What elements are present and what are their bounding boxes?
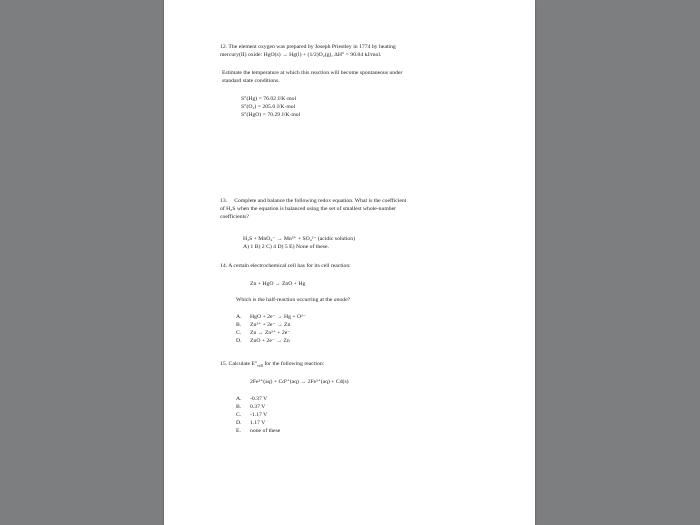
q13-choices: A) 1 B) 2 C) 4 D) 5 E) None of these. — [243, 244, 329, 250]
option-letter: A. — [236, 396, 242, 402]
option-letter: D. — [236, 338, 242, 344]
q13-line1 — [220, 198, 406, 205]
document-page — [164, 0, 535, 525]
q12-prompt1: Estimate the temperature at which this reaction will become spontaneous under — [222, 70, 403, 76]
q15-option — [236, 420, 265, 427]
q15-option — [236, 412, 267, 419]
q14-question-emphasis: anode — [333, 297, 348, 303]
option-letter: C. — [236, 330, 242, 336]
option-letter: B. — [236, 404, 242, 410]
q15-reaction: 2Fe²⁺(aq) + Cd²⁺(aq) → 2Fe³⁺(aq) + Cd(s) — [250, 379, 349, 385]
q12-line2: mercury(II) oxide: HgO(s) → Hg(l) + (1/2)O₂(g), ΔH° = 90.84 kJ/mol. — [220, 52, 382, 58]
q15-stem-subscript: cell — [257, 363, 263, 369]
q14-question-end: ? — [347, 297, 351, 303]
q14-question-start: Which is the half-reaction occurring at the — [236, 297, 334, 303]
q14-option — [236, 322, 290, 329]
option-text: ZnO + 2e⁻ → Zn — [250, 338, 290, 344]
option-text: Zn²⁺ + 2e⁻ → Zn — [250, 322, 291, 328]
q13-number: 13. — [220, 198, 228, 204]
q14-question — [236, 297, 350, 304]
q13-equation: H₂S + MnO₄⁻ → Mn²⁺ + SO₄²⁻ (acidic solution) — [243, 236, 355, 242]
option-text: HgO + 2e⁻ → Hg + O²⁻ — [250, 314, 306, 320]
option-letter: A. — [236, 314, 242, 320]
q14-option — [236, 330, 290, 337]
option-letter: D. — [236, 420, 242, 426]
q12-entropy-o2: S°(O₂) = 205.0 J/K·mol — [241, 104, 296, 110]
q14-reaction: Zn + HgO → ZnO + Hg — [250, 281, 306, 287]
q15-option — [236, 404, 265, 411]
q12-entropy-hgo: S°(HgO) = 70.29 J/K·mol — [241, 112, 301, 118]
q14-option — [236, 338, 290, 345]
option-letter: E. — [236, 428, 241, 434]
option-letter: B. — [236, 322, 242, 328]
option-text: 1.17 V — [250, 420, 266, 426]
q14-stem: 14. A certain electrochemical cell has for its cell reaction: — [220, 263, 351, 269]
q12-entropy-hg: S°(Hg) = 76.02 J/K·mol — [241, 96, 297, 102]
q13-line1-text: Complete and balance the following redox equation. What is the coefficient — [234, 198, 407, 204]
q12-line1: 12. The element oxygen was prepared by Joseph Priestley in 1774 by heating — [220, 44, 396, 50]
q15-option — [236, 428, 280, 435]
option-letter: C. — [236, 412, 242, 418]
q15-stem — [220, 361, 324, 368]
option-text: -1.17 V — [250, 412, 268, 418]
option-text: Zn → Zn²⁺ + 2e⁻ — [250, 330, 291, 336]
q13-line3: coefficients? — [220, 214, 249, 220]
option-text: 0.37 V — [250, 404, 266, 410]
option-text: none of these — [250, 428, 281, 434]
q15-option — [236, 396, 267, 403]
q15-stem-end: for the following reaction: — [262, 361, 325, 367]
q15-stem-start: 15. Calculate E° — [220, 361, 258, 367]
q13-line2: of H₂S when the equation is balanced using the set of smallest whole-number — [220, 206, 397, 212]
option-text: -0.37 V — [250, 396, 268, 402]
q12-prompt2: standard state conditions. — [222, 78, 280, 84]
q14-option — [236, 314, 306, 321]
